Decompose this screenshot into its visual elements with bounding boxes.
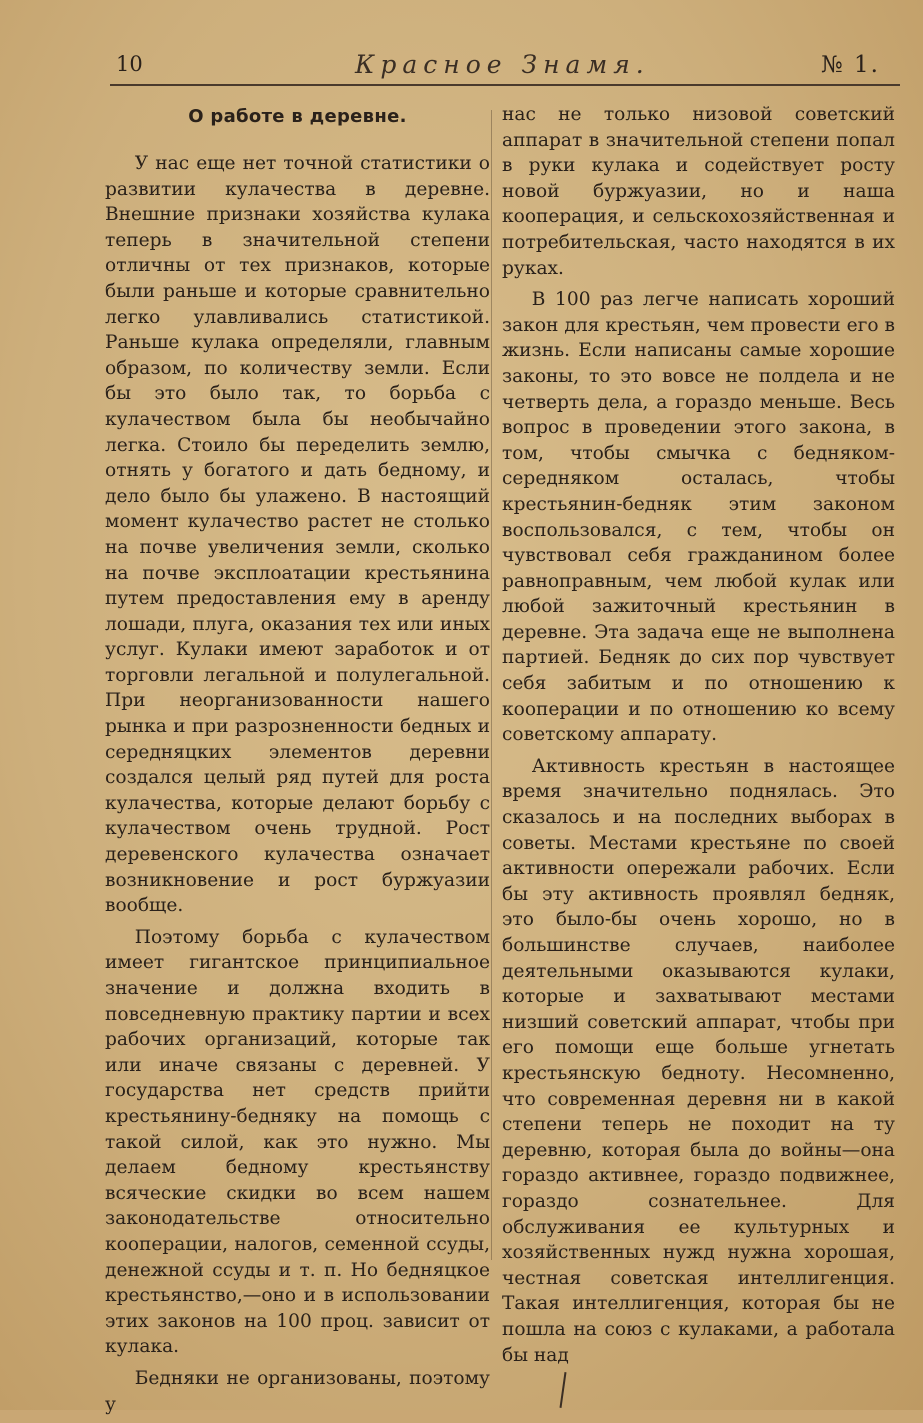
issue-number: № 1. [820, 52, 880, 78]
page-number: 10 [116, 52, 143, 76]
paragraph: Активность крестьян в настоящее время значительно поднялась. Это сказалось и на последних выборах в советы. Местами крестьяне по своей активности опережали рабочих. Если бы эту активность проявлял бедняк, это было-бы очень хорошо, но в большинстве случаев, наиболее деятельными оказываются кулаки, которые и захватывают местами низший советский аппарат, чтобы при его помощи еще больше угнетать крестьянскую бедноту. Несомненно, что современная деревня ни в какой степени теперь не походит на ту деревню, которая была до войны—она гораздо активнее, гораздо подвижнее, гораздо сознательнее. Для обслуживания ее культурных и хозяйственных нужд нужна хорошая, честная советская интеллигенция. Такая интеллигенция, которая бы не пошла на союз с кулаками, а работала бы над [502, 755, 895, 1366]
header-rule [110, 84, 900, 86]
paragraph: У нас еще нет точной статистики о развитии кулачества в деревне. Внешние признаки хозяйства кулака теперь в значительной степени отличны от тех признаков, которые были раньше и которые сравнительно легко улавливались статистикой. Раньше кулака определяли, главным образом, по количеству земли. Если бы это было так, то борьба с кулачеством была бы необычайно легка. Стоило бы переделить землю, отнять у богатого и дать бедному, и дело было бы улажено. В настоящий момент кулачество растет не столько на почве увеличения земли, сколько на почве эксплоатации крестьянина путем предоставления ему в аренду лошади, плуга, оказания тех или иных услуг. Кулаки имеют заработок и от торговли легальной и полулегальной. При неорганизованности нашего рынка и при разрозненности бедных и середняцких элементов деревни создался целый ряд путей для роста кулачества, которые делают борьбу с кулачеством очень трудной. Рост деревенского кулачества означает возникновение и рост буржуазии вообще. [105, 153, 490, 917]
paragraph: Поэтому борьба с кулачеством имеет гигантское принципиальное значение и должна входить в повседневную практику партии и всех рабочих организаций, которые так или иначе связаны с деревней. У государства нет средств прийти крестьянину-бедняку на помощь с такой силой, как это нужно. Мы делаем бедному крестьянству всяческие скидки во всем нашем законодательстве относительно кооперации, налогов, семенной ссуды, денежной ссуды и т. п. Но бедняцкое крестьянство,—оно и в использовании этих законов на 100 проц. зависит от кулака. [105, 926, 490, 1358]
left-column [105, 102, 490, 1423]
column-divider [491, 110, 492, 1260]
page-header [110, 50, 900, 86]
paragraph: Бедняки не организованы, поэтому у [105, 1367, 490, 1415]
pencil-mark [560, 1372, 567, 1408]
masthead-title: Красное Знамя. [355, 50, 650, 79]
paragraph: В 100 раз легче написать хороший закон для крестьян, чем провести его в жизнь. Если написаны самые хорошие законы, то это вовсе не полдела и не четверть дела, а гораздо меньше. Весь вопрос в проведении этого закона, в том, чтобы смычка с бедняком-середняком осталась, чтобы крестьянин-бедняк этим законом воспользовался, с тем, чтобы он чувствовал себя гражданином более равноправным, чем любой кулак или любой зажиточный крестьянин в деревне. Эта задача еще не выполнена партией. Бедняк до сих пор чувствует себя забитым и по отношению к кооперации и по отношению ко всему советскому аппарату. [502, 289, 895, 746]
article-title: О работе в деревне. [188, 106, 407, 127]
paragraph: нас не только низовой советский аппарат в значительной степени попал в руки кулака и содействует росту новой буржуазии, но и наша кооперация, и сельскохозяйственная и потребительская, часто находятся в их руках. [502, 104, 895, 279]
right-column [502, 102, 895, 1374]
